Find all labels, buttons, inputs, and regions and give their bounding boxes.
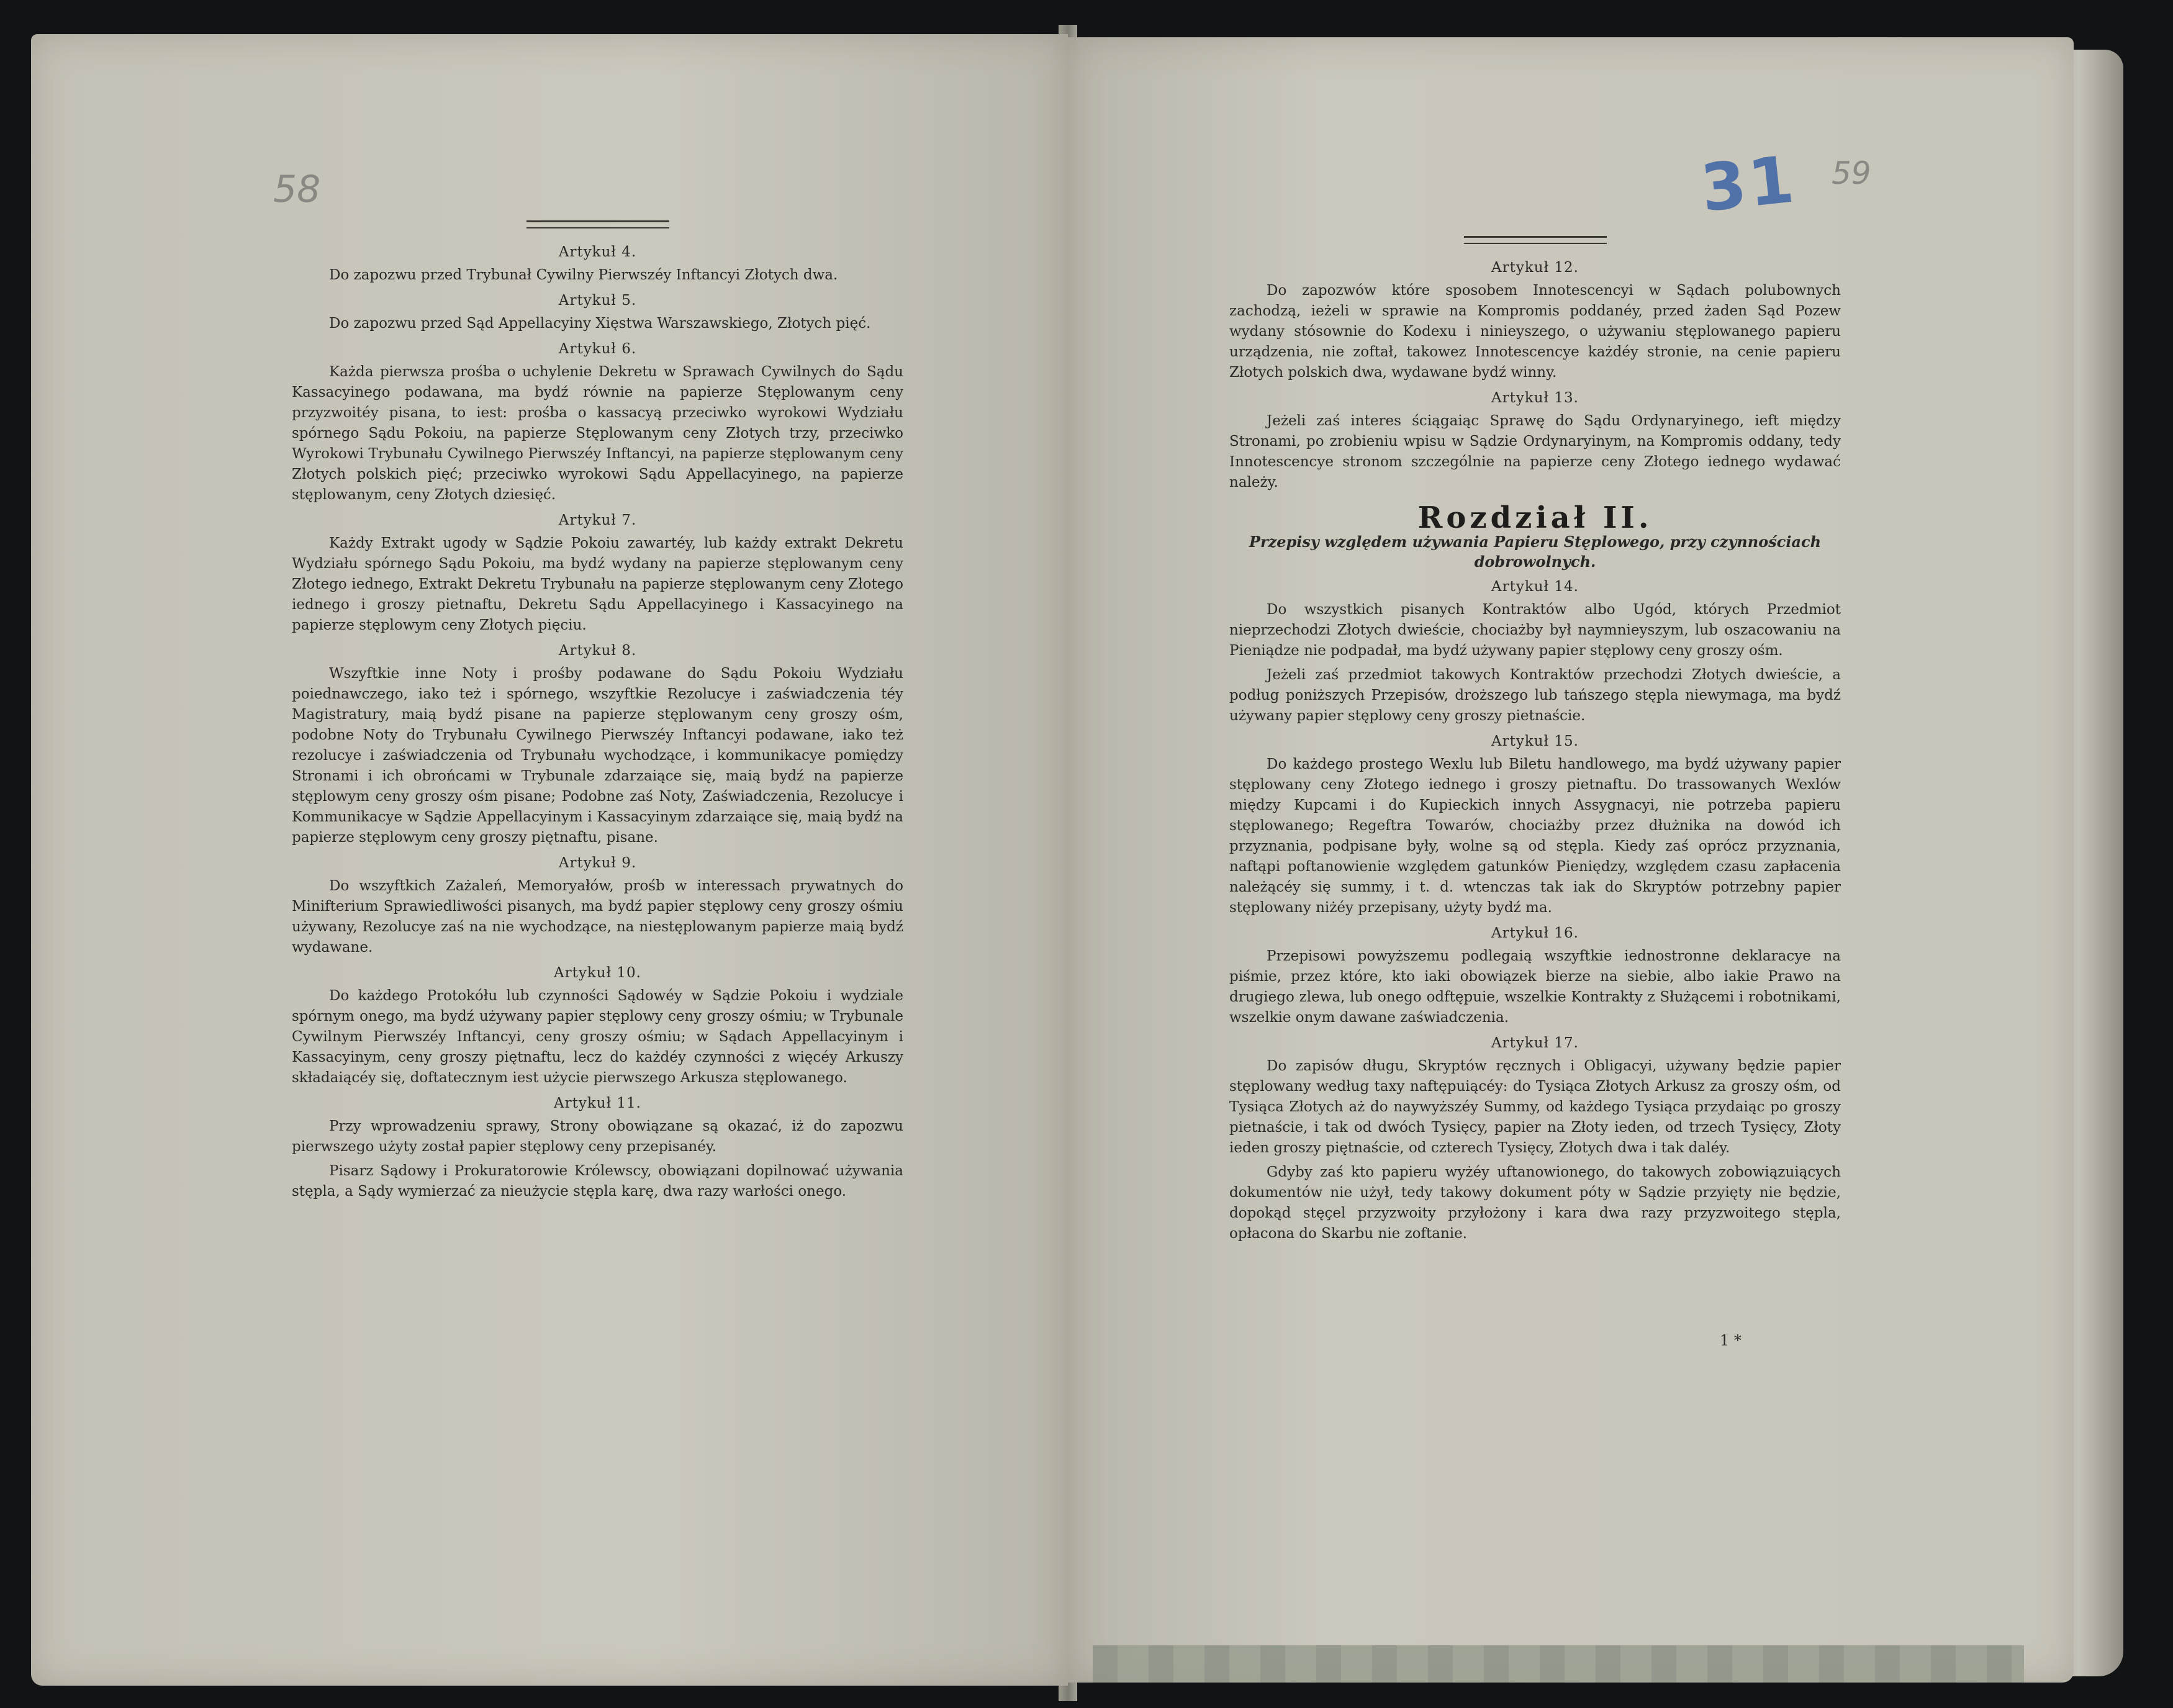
- blue-folio-stamp: 31: [1697, 141, 1800, 227]
- right-text-column: [1229, 236, 1841, 1248]
- article-paragraph: Każda pierwsza prośba o uchylenie Dekretu w Sprawach Cywilnych do Sądu Kassacyinego podawana, ma bydź równie na papierze Stęplowanym ceny przyzwoitéy pisana, to iest: prośba o kassacyą przeciwko wyrokowi Wydziału spórnego Sądu Pokoiu, na papierze Stęplowanym ceny Złotych trzy, przeciwko Wyrokowi Trybunału Cywilnego Pierwszéy Inftancyi, na papierze stęplowanym ceny Złotych polskich pięć; przeciwko wyrokowi Sądu Appellacyinego, na papierze stęplowanym, ceny Złotych dziesięć.: [292, 364, 903, 503]
- left-page: [31, 34, 1068, 1686]
- article-paragraph: Przy wprowadzeniu sprawy, Strony obowiązane są okazać, iż do zapozwu pierwszego użyty został papier stęplowy ceny przepisanéy.: [292, 1118, 903, 1155]
- article-heading: Artykuł 16.: [1491, 925, 1579, 941]
- left-article-list: [292, 242, 903, 1202]
- article-paragraph: Wszyftkie inne Noty i prośby podawane do Sądu Pokoiu Wydziału poiednawczego, iako też i spórnego, wszyftkie Rezolucye i zaświadczenia téy Magistratury, maią bydź pisane na papierze stęplowanym ceny groszy ośm, podobne Noty do Trybunału Cywilnego Pierwszéy Inftancyi podawane, iako też rezolucye i zaświadczenia od Trybunału wychodzące, i kommunikacye pomiędzy Stronami i ich obrońcami w Trybunale zdarzaiące się, maią bydź na papierze stęplowym ceny groszy ośm pisane; Podobne zaś Noty, Zaświadczenia, Rezolucye i Kommunikacye w Sądzie Appellacyinym i Kassacyinym zdarzaiące się, maią bydź na papierze stęplowym ceny groszy piętnaftu, pisane.: [292, 666, 903, 846]
- article-heading: Artykuł 10.: [554, 965, 641, 981]
- article-paragraph: Do każdego prostego Wexlu lub Biletu handlowego, ma bydź używany papier stęplowany ceny Złotego iednego i groszy pietnaftu. Do trassowanych Wexlów między Kupcami i do Kupieckich innych Assygnacyi, nie potrzeba papieru stęplowanego; Regeftra Towarów, chociażby przez dłużnika na dowód ich przyznania, podpisane były, wolne są od stępla. Kiedy zaś oprócz przyznania, naftąpi poftanowienie względem gatunków Pieniędzy, względem czasu zapłacenia należącéy się summy, i t. d. wtenczas tak iak do Skryptów potrzebny papier stęplowany niżéy przepisany, użyty bydź ma.: [1229, 756, 1841, 916]
- right-article-list-before: [1229, 258, 1841, 493]
- right-article-list-after: [1229, 577, 1841, 1244]
- article-paragraph: Pisarz Sądowy i Prokuratorowie Królewscy, obowiązani dopilnować używania stępla, a Sądy wymierzać za nieużycie stępla karę, dwa razy warłości onego.: [292, 1163, 903, 1200]
- article-heading: Artykuł 7.: [558, 512, 637, 528]
- signature-mark: 1 *: [1720, 1332, 1742, 1349]
- left-pencil-page-number: 58: [273, 168, 321, 211]
- article-paragraph: Do wszystkich pisanych Kontraktów albo Ugód, których Przedmiot nieprzechodzi Złotych dwieście, chociażby był naymnieyszym, lub oszacowaniu na Pieniądze nie podpadał, ma bydź używany papier stęplowy ceny groszy ośm.: [1229, 602, 1841, 659]
- article-heading: Artykuł 5.: [558, 292, 637, 309]
- article-heading: Artykuł 14.: [1491, 579, 1579, 595]
- left-text-column: [292, 220, 903, 1206]
- right-pencil-page-number: 59: [1832, 155, 1871, 191]
- article-paragraph: Do każdego Protokółu lub czynności Sądowéy w Sądzie Pokoiu i wydziale spórnym onego, ma bydź używany papier stęplowy ceny groszy ośmiu; w Trybunale Cywilnym Pierwszéy Inftancyi, ceny groszy ośmiu; w Sądach Appellacyinym i Kassacyinym, ceny groszy piętnaftu, lecz do każdéy czynności z więcéy Arkuszy składaiącéy się, doftatecznym iest użycie pierwszego Arkusza stęplowanego.: [292, 988, 903, 1086]
- article-paragraph: Gdyby zaś kto papieru wyżéy uftanowionego, do takowych zobowiązuiących dokumentów nie użył, tedy takowy dokument póty w Sądzie przyięty nie będzie, dopokąd stęçel przyzwoity przyłożony i kara dwa razy przyzwoitego stępla, opłacona do Skarbu nie zoftanie.: [1229, 1164, 1841, 1242]
- article-heading: Artykuł 17.: [1491, 1035, 1579, 1051]
- article-heading: Artykuł 12.: [1491, 260, 1579, 276]
- chapter-subtitle: Przepisy względem używania Papieru Stęplowego, przy czynnościach dobrowolnych.: [1249, 533, 1822, 571]
- article-heading: Artykuł 11.: [554, 1095, 641, 1111]
- article-paragraph: Każdy Extrakt ugody w Sądzie Pokoiu zawartéy, lub każdy extrakt Dekretu Wydziału spórnego Sądu Pokoiu, ma bydź wydany na papierze stęplowanym ceny Złotego iednego, Extrakt Dekretu Trybunału na papierze stęplowanym ceny Złotego iednego i groszy pietnaftu, Dekretu Sądu Appellacyinego i Kassacyinego na papierze stęplowym ceny Złotych pięciu.: [292, 535, 903, 633]
- binding-strip: [1093, 1645, 2024, 1683]
- article-heading: Artykuł 8.: [558, 643, 637, 659]
- article-heading: Artykuł 6.: [558, 341, 637, 357]
- article-paragraph: Jeżeli zaś interes ściągaiąc Sprawę do Sądu Ordynaryinego, ieft między Stronami, po zrobieniu wpisu w Sądzie Ordynaryinym, na Kompromis oddany, tedy Innotescencye stronom szczególnie na papierze ceny Złotego iednego wydawać należy.: [1229, 413, 1841, 490]
- article-paragraph: Jeżeli zaś przedmiot takowych Kontraktów przechodzi Złotych dwieście, a podług poniższych Przepisów, droższego lub tańszego stępla niewymaga, ma bydź używany papier stęplowy ceny groszy pietnaście.: [1229, 667, 1841, 724]
- article-paragraph: Do zapisów długu, Skryptów ręcznych i Obligacyi, używany będzie papier stęplowany według taxy naftępuiącéy: do Tysiąca Złotych Arkusz za groszy ośm, od Tysiąca Złotych aż do naywyższéy Summy, od każdego Tysiąca przydaiąc po groszy pietnaście, i tak od dwóch Tysięcy, papier na Złoty ieden, od trzech Tysięcy, Złoty ieden groszy piętnaście, od czterech Tysięcy, Złotych dwa i tak daléy.: [1229, 1058, 1841, 1156]
- article-paragraph: Przepisowi powyższemu podlegaią wszyftkie iednostronne deklaracye na piśmie, przez które, kto iaki obowiązek bierze na siebie, albo iakie Prawo na drugiego zlewa, lub onego odftępuie, wszelkie Kontrakty z Służącemi i robotnikami, wszelkie onym dawane zaświadczenia.: [1229, 948, 1841, 1026]
- chapter-title: Rozdział II.: [1417, 500, 1653, 535]
- article-heading: Artykuł 15.: [1491, 733, 1579, 749]
- right-header-rule: [1464, 236, 1607, 244]
- article-paragraph: Do zapozwów które sposobem Innotescencyi w Sądach polubownych zachodzą, ieżeli w sprawie na Kompromis poddanéy, przed żaden Sąd Pozew wydany stósownie do Kodexu i ninieyszego, o używaniu stęplowanego papieru urządzenia, nie zoftał, takowez Innotescencye każdéy stronie, na cenie papieru Złotych polskich dwa, wydawane bydź winny.: [1229, 282, 1841, 381]
- article-heading: Artykuł 4.: [558, 244, 637, 260]
- article-paragraph: Do zapozwu przed Sąd Appellacyiny Xięstwa Warszawskiego, Złotych pięć.: [329, 315, 871, 332]
- article-heading: Artykuł 9.: [558, 855, 637, 871]
- left-header-rule: [526, 220, 669, 228]
- article-heading: Artykuł 13.: [1491, 390, 1579, 406]
- article-paragraph: Do wszyftkich Zażaleń, Memoryałów, prośb w interessach prywatnych do Minifterium Sprawiedliwości pisanych, ma bydź papier stęplowy ceny groszy ośmiu używany, Rezolucye zaś na nie wychodzące, na niestęplowanym papierze maią bydź wydawane.: [292, 878, 903, 956]
- article-paragraph: Do zapozwu przed Trybunał Cywilny Pierwszéy Inftancyi Złotych dwa.: [329, 267, 838, 283]
- right-page: [1068, 37, 2074, 1683]
